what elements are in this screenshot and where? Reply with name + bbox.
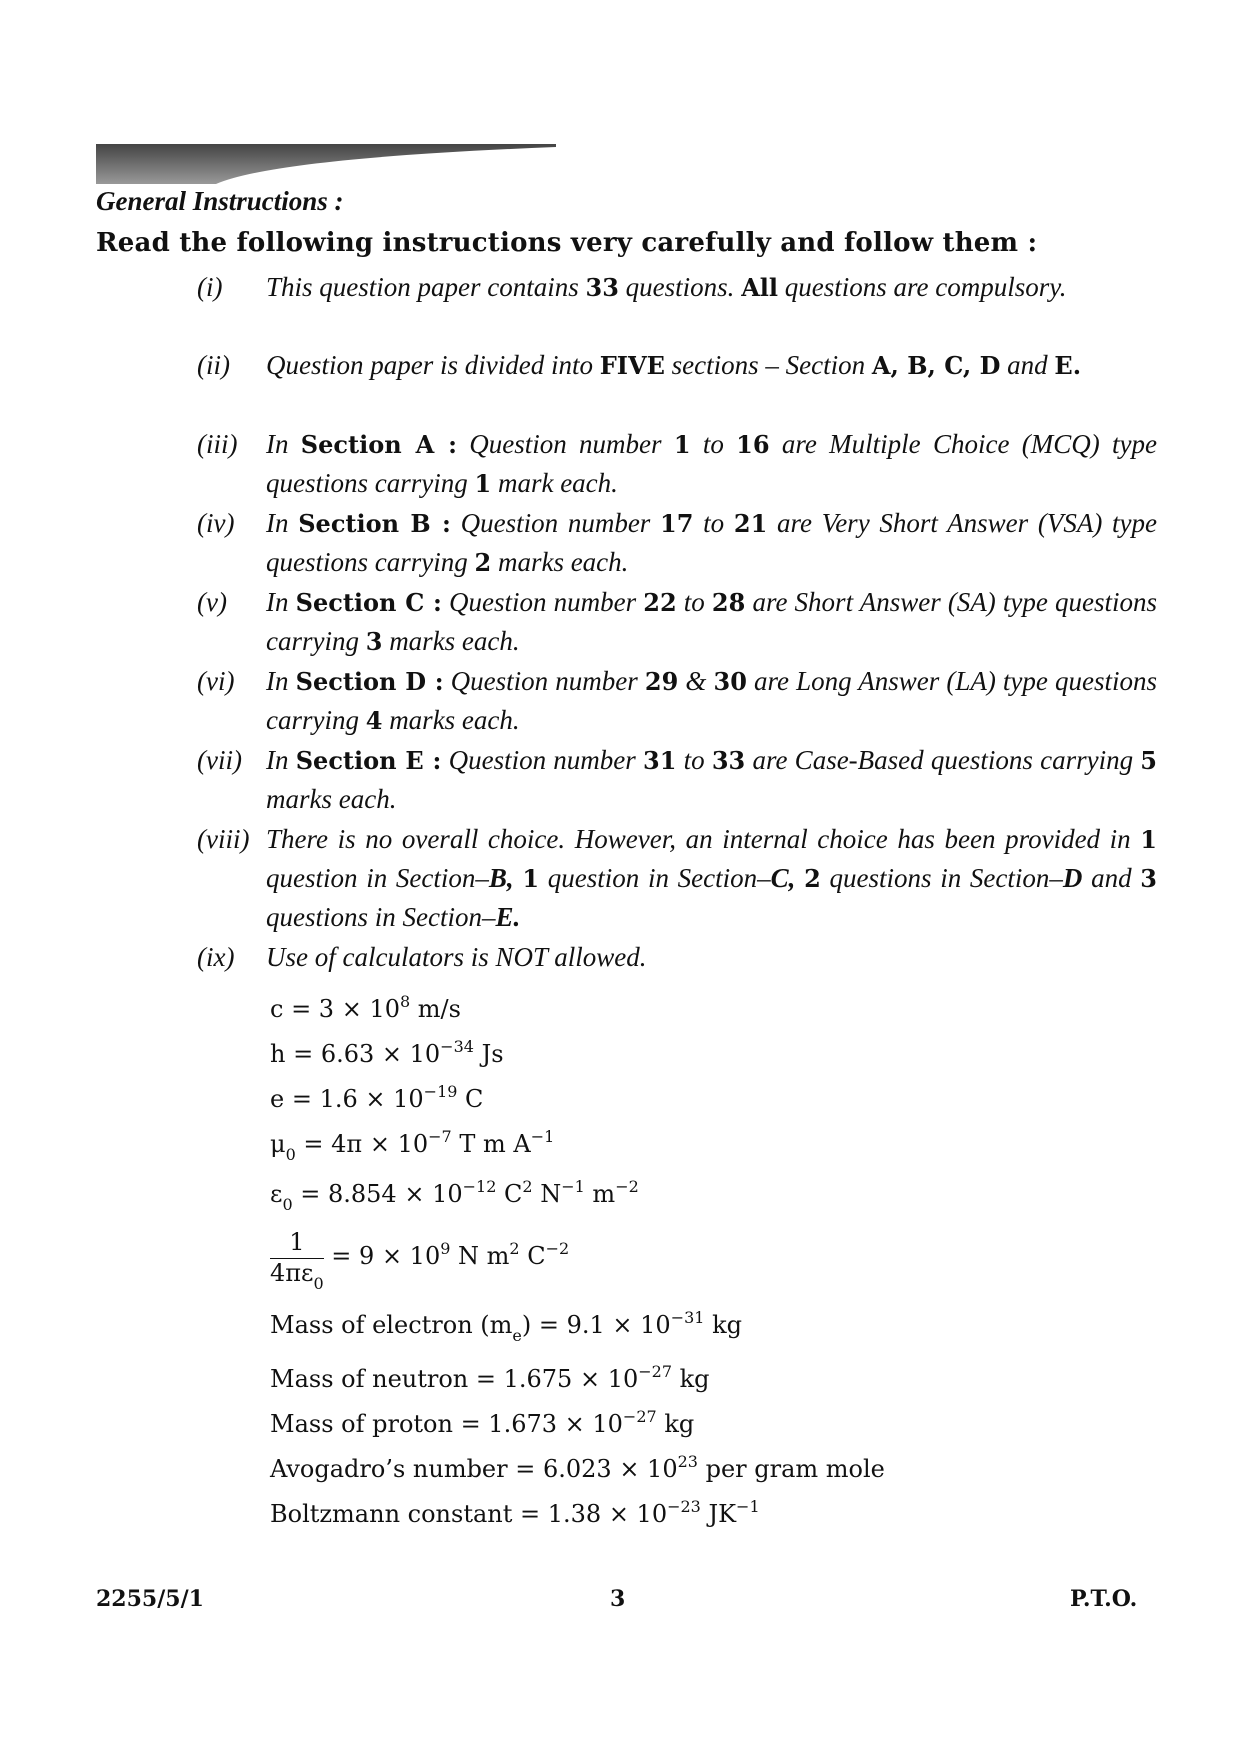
instruction-text: In Section B : Question number 17 to 21 are Very Short Answer (VSA) type questions carrying 2 marks each. — [266, 508, 1157, 577]
instruction-text: In Section E : Question number 31 to 33 are Case-Based questions carrying 5 marks each. — [266, 745, 1157, 814]
instruction-text: In Section A : Question number 1 to 16 are Multiple Choice (MCQ) type questions carrying 1 mark each. — [266, 429, 1157, 498]
constant-coulomb — [270, 1228, 570, 1293]
instruction-text: In Section C : Question number 22 to 28 are Short Answer (SA) type questions carrying 3 marks each. — [266, 587, 1158, 656]
instruction-number: (ii) — [197, 350, 230, 380]
instruction-number: (v) — [197, 587, 227, 617]
instruction-number: (iv) — [197, 508, 235, 538]
instructions-subheading: Read the following instructions very carefully and follow them : — [96, 228, 1038, 258]
fraction-denominator: $4\pi\varepsilon_0$ — [270, 1259, 324, 1293]
instruction-text: There is no overall choice. However, an internal choice has been provided in 1 question in Section–B, 1 question in Section–C, 2 questions in Section–D and 3 questions in Section–E. — [266, 824, 1157, 932]
instruction-text: In Section D : Question number 29 & 30 are Long Answer (LA) type questions carrying 4 marks each. — [266, 666, 1158, 735]
instruction-text: This question paper contains 33 questions. All questions are compulsory. — [266, 272, 1067, 302]
constant-electron-charge: $e = 1.6 \times 10^{-19}$ C — [270, 1082, 484, 1113]
instruction-number: (iii) — [197, 429, 238, 459]
coulomb-rhs: = $9 \times 10^9$ N $m^2$ $C^{-2}$ — [323, 1239, 570, 1270]
instruction-number: (i) — [197, 272, 223, 302]
constant-speed-of-light: $c = 3 \times 10^8$ m/s — [270, 992, 461, 1023]
constant-boltzmann: Boltzmann constant = $1.38 \times 10^{-23}$ $JK^{-1}$ — [270, 1497, 760, 1528]
constant-permittivity: $\varepsilon_0 = 8.854 \times 10^{-12}$ $C^2$ $N^{-1}$ $m^{-2}$ — [270, 1177, 639, 1214]
general-instructions-heading: General Instructions : — [96, 186, 344, 216]
instruction-number: (vii) — [197, 745, 242, 775]
instruction-text: Question paper is divided into FIVE sections – Section A, B, C, D and E. — [266, 350, 1082, 380]
constant-electron-mass: Mass of electron $(m_e) = 9.1 \times 10^{-31}$ kg — [270, 1308, 742, 1345]
constant-proton-mass: Mass of proton = $1.673 \times 10^{-27}$ kg — [270, 1407, 695, 1438]
paper-code: 2255/5/1 — [96, 1586, 204, 1612]
constant-avogadro: Avogadro’s number = $6.023 \times 10^{23}$ per gram mole — [270, 1452, 885, 1483]
constant-permeability: $\mu_0 = 4\pi \times 10^{-7}$ T m $A^{-1}$ — [270, 1127, 555, 1164]
header-decoration-bar — [96, 144, 556, 184]
please-turn-over: P.T.O. — [1070, 1586, 1138, 1612]
instruction-number: (ix) — [197, 942, 235, 972]
instruction-number: (vi) — [197, 666, 235, 696]
instruction-text: Use of calculators is NOT allowed. — [266, 942, 647, 972]
constant-neutron-mass: Mass of neutron = $1.675 \times 10^{-27}$ kg — [270, 1362, 710, 1393]
fraction-numerator: 1 — [270, 1228, 324, 1259]
page-number: 3 — [610, 1586, 626, 1612]
constant-planck: $h = 6.63 \times 10^{-34}$ Js — [270, 1037, 504, 1068]
instruction-number: (viii) — [197, 824, 250, 854]
coulomb-fraction — [270, 1228, 324, 1293]
